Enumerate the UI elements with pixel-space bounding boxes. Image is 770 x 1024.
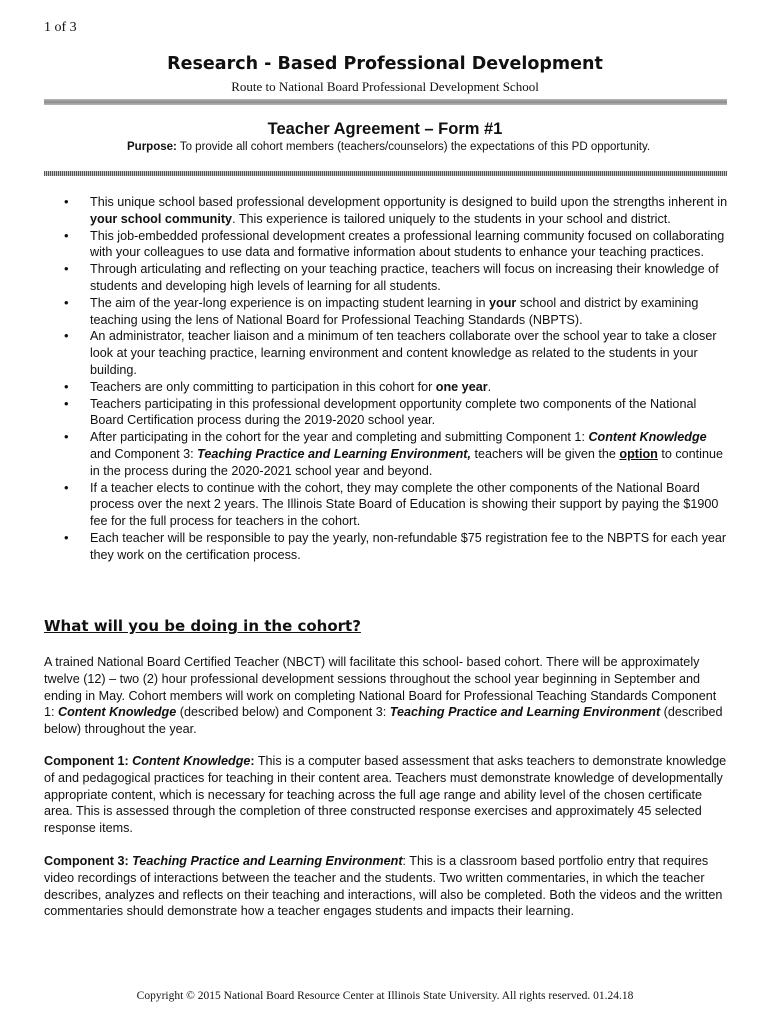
text-run: to continue in the process during the 2020-2021 school year and beyond. [90,446,723,478]
list-item [64,429,728,479]
purpose-statement [127,141,650,153]
list-item [64,379,728,396]
list-item [64,396,728,430]
component-3-paragraph [44,853,730,920]
text-run: Content Knowledge [58,705,177,720]
text-run: and Component 3: [90,446,198,461]
text-run: An administrator, teacher liaison and a minimum of ten teachers collaborate over the school year to take a closer look at your teaching practice, learning environment and content knowledge as related to the students in your building. [90,329,717,377]
list-item [64,328,728,378]
component-1-paragraph [44,753,730,837]
list-item [64,261,728,295]
document-subtitle: Route to National Board Professional Development School [231,79,539,94]
text-run: The aim of the year-long experience is on impacting student learning in [90,295,490,310]
text-run: (described below) and Component 3: [176,705,390,720]
text-run: : This is a classroom based portfolio entry that requires video recordings of interactions between the teacher and the students. Two written commentaries, in which the teacher describes, analyzes and reflects on their teaching and interactions, will also be completed. Both the videos and the written commentaries should demonstrate how a teacher engages students and impacts their learning. [44,854,723,919]
document-title: Research - Based Professional Development [167,54,603,74]
text-run: . [487,379,492,394]
text-run: your [489,295,517,310]
list-item [64,480,728,530]
text-run: After participating in the cohort for the year and completing and submitting Component 1: [90,430,589,445]
copyright-footer: Copyright © 2015 National Board Resource Center at Illinois State University. All rights reserved. 01.24.18 [136,990,634,1002]
text-run: Teachers participating in this professional development opportunity complete two components of the National Board Certification process during the 2019-2020 school year. [90,396,697,428]
list-item [64,295,728,329]
text-run: Component 3: [44,854,133,868]
text-run: option [619,446,658,461]
text-run: . This experience is tailored uniquely to the students in your school and district. [232,211,671,226]
text-run: Teaching Practice and Learning Environment [389,705,661,720]
text-run: Content Knowledge [132,754,251,768]
text-run: This is a computer based assessment that asks teachers to demonstrate knowledge of and pedagogical practices for teaching in their content area. Teachers must demonstrate knowledge of developmentally appropriate content, which is necessary for teaching across the full age range and ability level of the chosen certificate area. This is assessed through the completion of three constructed response exercises and approximately 45 selected response items. [44,754,727,836]
text-run: Component 1: [44,754,133,768]
text-run: (described below) throughout the year. [44,705,723,737]
cohort-section-heading: What will you be doing in the cohort? [44,617,361,635]
purpose-divider [44,171,727,176]
page-indicator: 1 of 3 [44,20,77,35]
purpose-label: Purpose: [127,141,177,153]
text-run: Teaching Practice and Learning Environment, [197,446,471,461]
cohort-intro-paragraph [44,654,730,738]
text-run: school and district by examining teaching using the lens of National Board for Professional Teaching Standards (NBPTS). [90,295,699,327]
header-divider [44,99,727,105]
text-run: one year [435,379,488,394]
text-run: teachers will be given the [470,446,620,461]
text-run: A trained National Board Certified Teacher (NBCT) will facilitate this school- based cohort. There will be approximately twelve (12) – two (2) hour professional development sessions throughout the school year beginning in September and ending in May. Cohort members will work on completing National Board for Professional Teaching Standards Component 1: [44,655,717,720]
text-run: This job-embedded professional development creates a professional learning community focused on collaborating with your colleagues to use data and formative information about students to enhance your teaching practices. [90,228,725,260]
text-run: Through articulating and reflecting on your teaching practice, teachers will focus on increasing their knowledge of students and developing high levels of learning for all students. [90,262,719,293]
purpose-text: To provide all cohort members (teachers/counselors) the expectations of this PD opportunity. [176,141,651,153]
text-run: Teachers are only committing to participation in this cohort for [90,379,436,394]
list-item [64,228,728,262]
list-item [64,194,728,228]
text-run: your school community [90,211,233,226]
text-run: If a teacher elects to continue with the cohort, they may complete the other components of the National Board process over the next 2 years. The Illinois State Board of Education is showing their support by paying the $1900 fee for the full process for teachers in the cohort. [90,480,719,529]
text-run: This unique school based professional development opportunity is designed to build upon the strengths inherent in [90,195,728,209]
text-run: Teaching Practice and Learning Environment [132,854,403,868]
form-title: Teacher Agreement – Form #1 [267,120,503,138]
text-run: : [250,754,255,768]
text-run: Each teacher will be responsible to pay the yearly, non-refundable $75 registration fee to the NBPTS for each year they work on the certification process. [90,530,727,562]
expectations-list [64,194,728,564]
text-run: Content Knowledge [588,430,707,445]
list-item [64,530,728,564]
